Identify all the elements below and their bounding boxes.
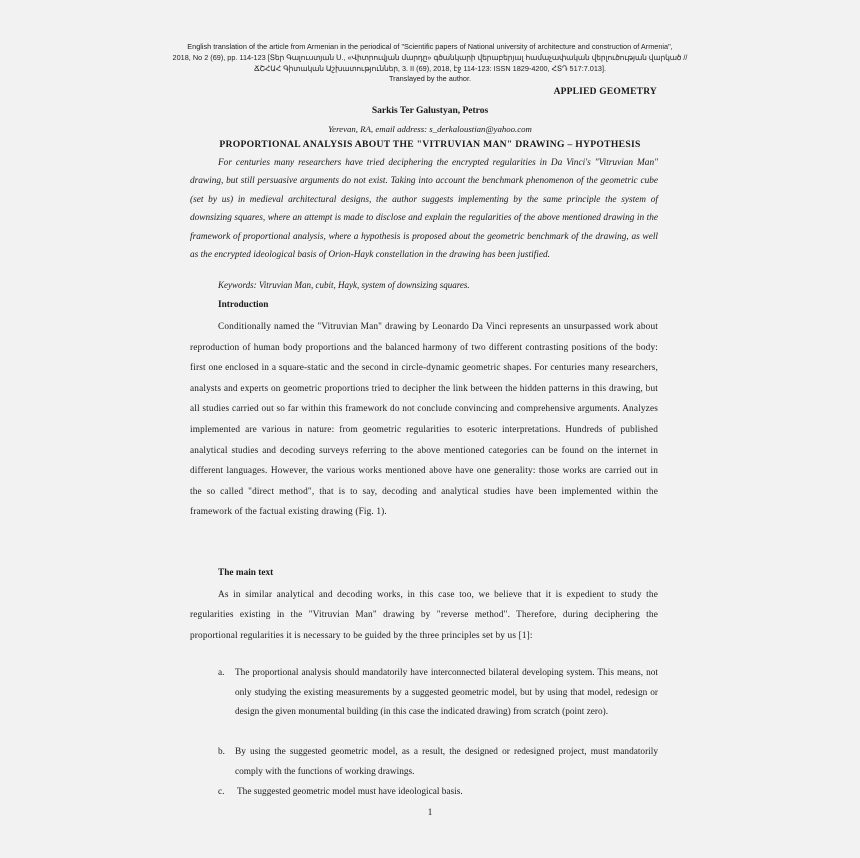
main-text-paragraph: As in similar analytical and decoding works, in this case too, we believe that it is expedient to study the regularities existing in the "Vitruvian Man" drawing by "reverse method". Therefore, during deciphering the proportional regularities it is necessary to be guided by the three principles set by us [1]: [190,590,658,641]
translation-note-line-3: ՃՇՀԱՀ Գիտական Աշխատություններ, 3. II (69), 2018, էջ 114-123: ISSN 1829-4200, ՀՏԴ 517:7.013]. [253,64,607,73]
principle-marker: b. [218,747,225,757]
abstract [190,154,658,264]
author-name: Sarkis Ter Galustyan, Petros [371,106,489,116]
principle-marker: a. [218,668,225,678]
abstract-text: For centuries many researchers have tried deciphering the encrypted regularities in Da Vinci's "Vitruvian Man" drawing, but still persuasive arguments do not exist. Taking into account the benchmark phenomenon of the geometric cube (set by us) in medieval architectural designs, the author suggests implementing by the same principle the system of downsizing squares, where an attempt is made to disclose and explain the regularities of the above mentioned drawing in the framework of proportional analysis, where a hypothesis is proposed about the geometric benchmark of the drawing, as well as the encrypted ideological basis of Orion-Hayk constellation in the drawing has been justified. [190,158,658,261]
principle-item-a [218,664,658,723]
main-text-heading: The main text [218,568,274,578]
introduction-heading: Introduction [218,300,269,310]
principle-text: The proportional analysis should mandatorily have interconnected bilateral developing system. This means, not only studying the existing measurements by a suggested geometric model, but by using that model, redesign or design the given monumental building (in this case the indicated drawing) from scratch (point zero). [235,668,658,717]
main-text-body [190,585,658,646]
principle-text: The suggested geometric model must have ideological basis. [237,787,463,797]
principle-item-c [218,782,658,802]
translator-note: Translayed by the author. [388,74,472,83]
section-heading: APPLIED GEOMETRY [553,87,657,97]
translation-note-line-1: English translation of the article from Armenian in the periodical of "Scientific papers of National university of architecture and construction of Armenia", [187,42,673,51]
author-affiliation: Yerevan, RA, email address: s_derkaloustian@yahoo.com [328,124,532,134]
paper-title: PROPORTIONAL ANALYSIS ABOUT THE "VITRUVIAN MAN" DRAWING – HYPOTHESIS [219,139,641,150]
principle-marker: c. [218,787,225,797]
principle-text: By using the suggested geometric model, as a result, the designed or redesigned project, must mandatorily comply with the functions of working drawings. [235,747,658,777]
introduction-body [190,317,658,523]
introduction-paragraph: Conditionally named the "Vitruvian Man" drawing by Leonardo Da Vinci represents an unsurpassed work about reproduction of human body proportions and the balanced harmony of two different contrasting positions of the body: first one enclosed in a square-static and the second in circle-dynamic geometric shapes. For centuries many researchers, analysts and experts on geometric proportions tried to decipher the link between the hidden patterns in this drawing, but all studies carried out so far within this framework do not conclude convincing and comprehensive arguments. Analyzes implemented are various in nature: from geometric regularities to esoteric interpretations. Hundreds of published analytical studies and decoding surveys referring to the above mentioned categories can be found on the internet in different languages. However, the various works mentioned above have one generality: those works are carried out in the so called "direct method", that is to say, decoding and analytical studies have been implemented within the framework of the factual existing drawing (Fig. 1). [190,322,658,518]
principle-item-b [218,742,658,782]
translation-note-line-2: 2018, No 2 (69), pp. 114-123 [Տեր Գալուստյան Ս., «Վիտրուվյան մարդը» գծանկարի վերաբերյալ համաչափական վերլուծության վարկած // [172,53,688,62]
keywords: Keywords: Vitruvian Man, cubit, Hayk, system of downsizing squares. [218,280,470,290]
page-number: 1 [427,808,433,818]
